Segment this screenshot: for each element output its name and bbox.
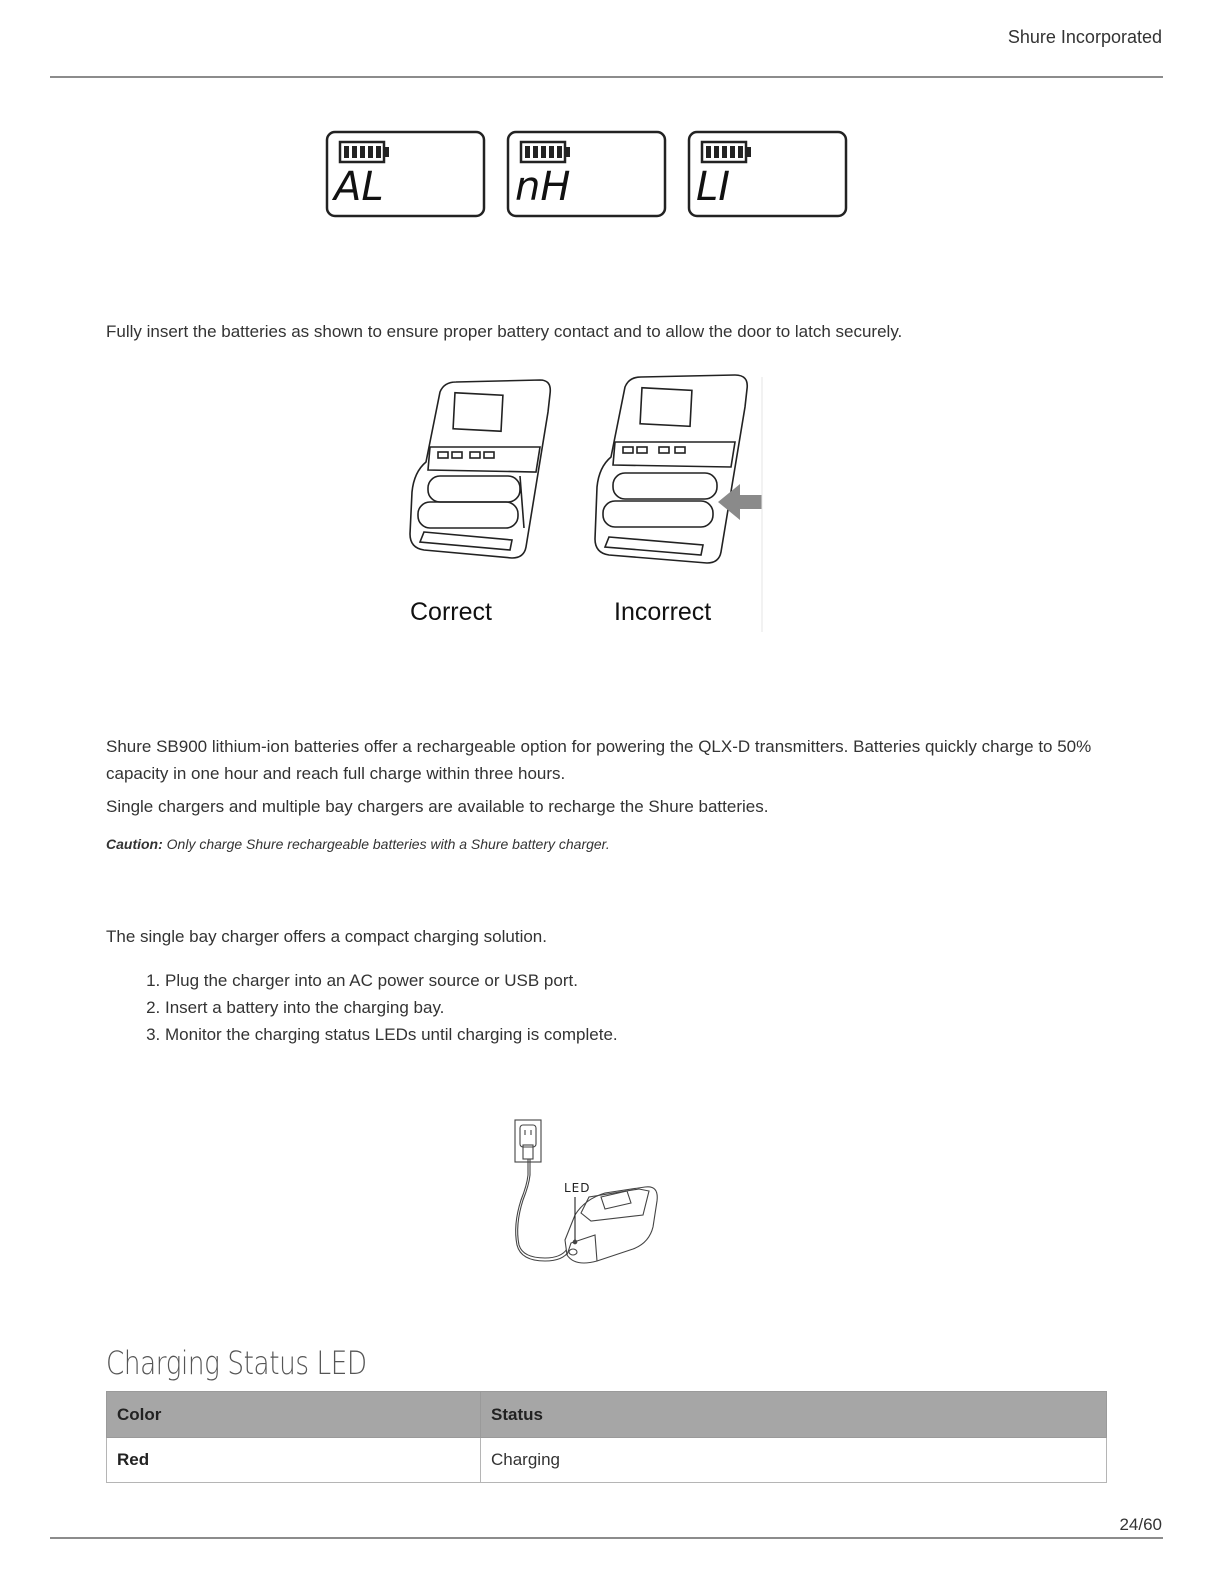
battery-display-nh — [508, 132, 665, 216]
battery-display-li — [689, 132, 846, 216]
cell-color: Red — [107, 1438, 481, 1483]
incorrect-caption: Incorrect — [614, 598, 712, 626]
charging-status-table — [106, 1391, 1107, 1483]
column-header-status: Status — [481, 1392, 1107, 1438]
caution-label: Caution: — [106, 836, 163, 852]
caution-text: Only charge Shure rechargeable batteries with a Shure battery charger. — [162, 836, 610, 852]
cell-status: Charging — [481, 1438, 1107, 1483]
wall-outlet-icon — [515, 1120, 541, 1162]
transmitter-incorrect-illustration — [595, 375, 747, 563]
battery-insertion-figure — [400, 372, 770, 637]
step-item: 1. Plug the charger into an AC power source or USB port. — [165, 967, 618, 994]
table-header-row — [107, 1392, 1107, 1438]
header-company: Shure Incorporated — [1007, 27, 1162, 47]
column-header-color: Color — [107, 1392, 481, 1438]
rechargeable-paragraph: Shure SB900 lithium-ion batteries offer a rechargeable option for powering the QLX-D transmitters. Batteries quickly charge to 50% capacity in one hour and reach full charge within three hours. — [106, 737, 1092, 783]
insert-instruction: Fully insert the batteries as shown to ensure proper battery contact and to allow the door to latch securely. — [106, 322, 903, 341]
single-bay-charger-illustration — [505, 1115, 670, 1270]
table-row — [107, 1438, 1107, 1483]
caution-note — [106, 836, 610, 852]
header-rule — [50, 76, 1163, 78]
chargers-paragraph: Single chargers and multiple bay chargers are available to recharge the Shure batteries. — [106, 797, 769, 816]
page-number: 24/60 — [1119, 1515, 1162, 1534]
led-label: LED — [564, 1181, 591, 1195]
battery-code-li: LI — [696, 164, 731, 210]
battery-code-nh: nH — [515, 164, 571, 210]
step-item: 3. Monitor the charging status LEDs until charging is complete. — [165, 1021, 618, 1048]
footer-rule — [50, 1537, 1163, 1539]
battery-type-displays — [320, 126, 860, 222]
battery-code-al: AL — [334, 164, 384, 210]
charging-steps — [106, 967, 618, 1048]
transmitter-correct-illustration — [410, 380, 550, 558]
section-heading-charging-status-led: Charging Status LED — [106, 1344, 367, 1382]
step-item: 2. Insert a battery into the charging bay. — [165, 994, 618, 1021]
single-bay-intro: The single bay charger offers a compact charging solution. — [106, 927, 547, 946]
correct-caption: Correct — [410, 598, 492, 626]
battery-display-al — [327, 132, 484, 216]
charger-body — [565, 1187, 657, 1263]
